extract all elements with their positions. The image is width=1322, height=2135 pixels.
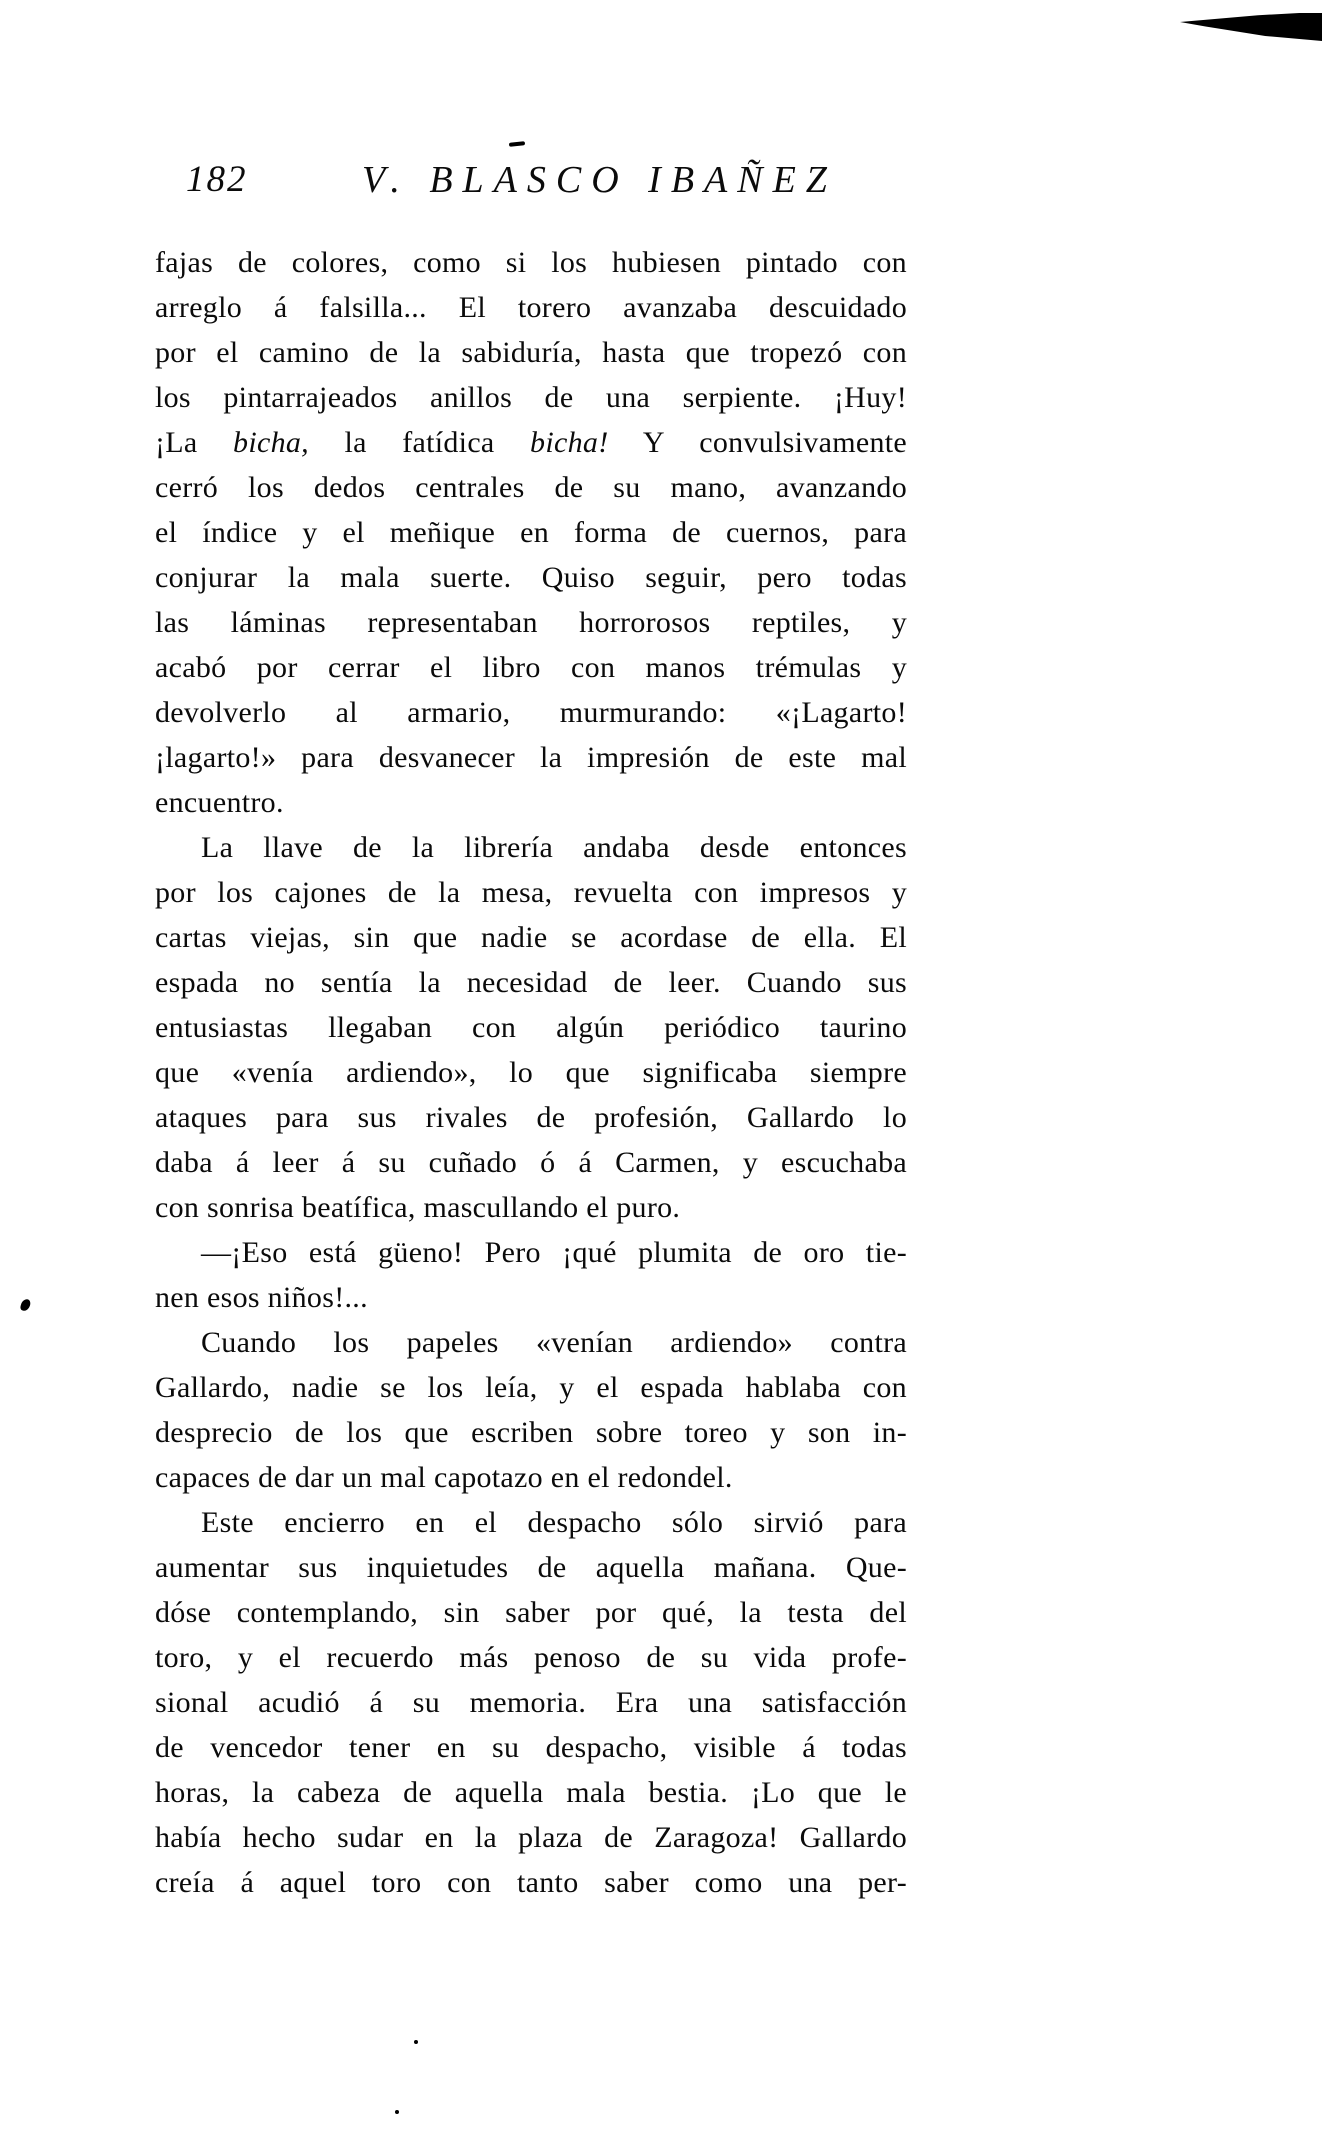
text-line <box>155 1230 907 1275</box>
text-line <box>155 825 907 870</box>
text-run: fajas de colores, como si los hubiesen pintado con <box>155 246 907 279</box>
text-run: Este encierro en el despacho sólo sirvió para <box>201 1506 907 1539</box>
text-line <box>155 1590 907 1635</box>
body-text-column <box>155 240 907 1905</box>
text-run: el índice y el meñique en forma de cuernos, para <box>155 516 907 549</box>
text-run: cartas viejas, sin que nadie se acordase de ella. El <box>155 921 907 954</box>
text-line <box>155 1770 907 1815</box>
text-line <box>155 555 907 600</box>
text-run: capaces de dar un mal capotazo en el redondel. <box>155 1461 733 1494</box>
text-run: aumentar sus inquietudes de aquella mañana. Que- <box>155 1551 907 1584</box>
text-line <box>155 870 907 915</box>
text-line <box>155 735 907 780</box>
text-line <box>155 240 907 285</box>
text-run: por los cajones de la mesa, revuelta con impresos y <box>155 876 907 909</box>
text-run: La llave de la librería andaba desde entonces <box>201 831 907 864</box>
text-line <box>155 510 907 555</box>
text-line <box>155 330 907 375</box>
text-run: de vencedor tener en su despacho, visible á todas <box>155 1731 907 1764</box>
text-run: acabó por cerrar el libro con manos trémulas y <box>155 651 907 684</box>
text-run: nen esos niños!... <box>155 1281 368 1314</box>
running-header-author-title: V. BLASCO IBAÑEZ <box>362 159 837 201</box>
text-run: creía á aquel toro con tanto saber como una per- <box>155 1866 907 1899</box>
text-run-italic: bicha! <box>530 426 609 459</box>
text-run: daba á leer á su cuñado ó á Carmen, y escuchaba <box>155 1146 907 1179</box>
text-run: ¡La <box>155 426 234 459</box>
text-run: las láminas representaban horrorosos reptiles, y <box>155 606 907 639</box>
text-line <box>155 420 907 465</box>
text-run: toro, y el recuerdo más penoso de su vida profe- <box>155 1641 907 1674</box>
text-run-italic: bicha, <box>233 426 309 459</box>
text-run: espada no sentía la necesidad de leer. Cuando sus <box>155 966 907 999</box>
text-run: entusiastas llegaban con algún periódico taurino <box>155 1011 907 1044</box>
page-number: 182 <box>186 159 248 200</box>
text-line <box>155 1455 907 1500</box>
text-run: conjurar la mala suerte. Quiso seguir, pero todas <box>155 561 907 594</box>
text-run: había hecho sudar en la plaza de Zaragoza! Gallardo <box>155 1821 907 1854</box>
text-run: dóse contemplando, sin saber por qué, la testa del <box>155 1596 907 1629</box>
text-run: con sonrisa beatífica, mascullando el puro. <box>155 1191 681 1224</box>
text-line <box>155 1185 907 1230</box>
text-line <box>155 1815 907 1860</box>
text-run: arreglo á falsilla... El torero avanzaba descuidado <box>155 291 907 324</box>
text-run: ataques para sus rivales de profesión, Gallardo lo <box>155 1101 907 1134</box>
text-line <box>155 1410 907 1455</box>
text-line <box>155 1140 907 1185</box>
text-run: que «venía ardiendo», lo que significaba siempre <box>155 1056 907 1089</box>
text-line <box>155 1050 907 1095</box>
text-run: sional acudió á su memoria. Era una satisfacción <box>155 1686 907 1719</box>
scan-artifact-speck <box>20 1298 32 1312</box>
text-run: la fatídica <box>308 426 531 459</box>
text-run: cerró los dedos centrales de su mano, avanzando <box>155 471 907 504</box>
scan-artifact-speck <box>509 141 525 147</box>
text-line <box>155 1680 907 1725</box>
text-run: Gallardo, nadie se los leía, y el espada hablaba con <box>155 1371 907 1404</box>
text-run: Y convulsivamente <box>608 426 907 459</box>
text-line <box>155 375 907 420</box>
text-run: por el camino de la sabiduría, hasta que tropezó con <box>155 336 907 369</box>
text-line <box>155 1545 907 1590</box>
text-run: —¡Eso está güeno! Pero ¡qué plumita de oro tie- <box>201 1236 907 1269</box>
text-line <box>155 960 907 1005</box>
text-run: los pintarrajeados anillos de una serpiente. ¡Huy! <box>155 381 907 414</box>
text-line <box>155 690 907 735</box>
text-line <box>155 645 907 690</box>
text-line <box>155 915 907 960</box>
text-run: ¡lagarto!» para desvanecer la impresión de este mal <box>155 741 907 774</box>
text-line <box>155 1860 907 1905</box>
text-line <box>155 1320 907 1365</box>
text-line <box>155 1005 907 1050</box>
text-line <box>155 600 907 645</box>
text-line <box>155 1500 907 1545</box>
text-line <box>155 465 907 510</box>
text-line <box>155 780 907 825</box>
text-line <box>155 1635 907 1680</box>
scan-artifact-speck <box>414 2040 418 2044</box>
text-line <box>155 1275 907 1320</box>
scan-artifact-speck <box>395 2110 399 2114</box>
text-run: desprecio de los que escriben sobre toreo y son in- <box>155 1416 907 1449</box>
text-line <box>155 1095 907 1140</box>
text-run: devolverlo al armario, murmurando: «¡Lagarto! <box>155 696 907 729</box>
text-line <box>155 285 907 330</box>
text-run: Cuando los papeles «venían ardiendo» contra <box>201 1326 907 1359</box>
text-run: horas, la cabeza de aquella mala bestia. ¡Lo que le <box>155 1776 907 1809</box>
text-line <box>155 1365 907 1410</box>
text-line <box>155 1725 907 1770</box>
text-run: encuentro. <box>155 786 284 819</box>
scan-artifact-corner-wedge <box>1180 13 1322 41</box>
